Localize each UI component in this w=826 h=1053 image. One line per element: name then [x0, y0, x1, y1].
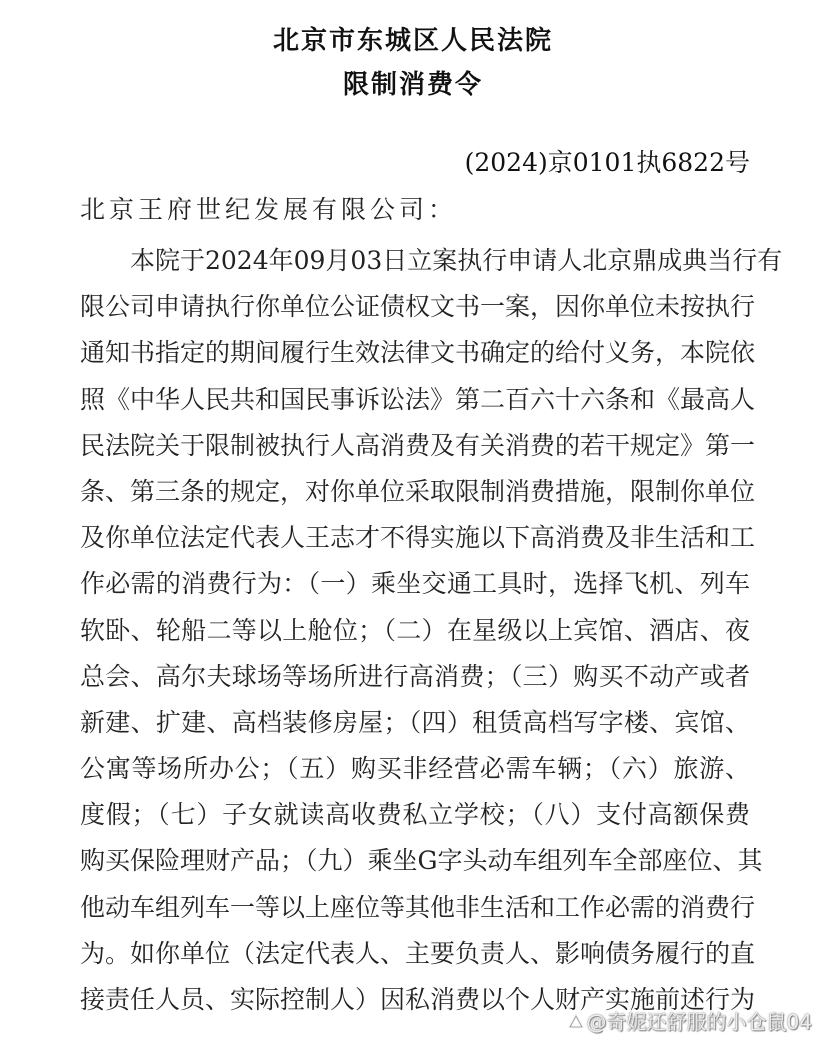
body-line: 公寓等场所办公；（五）购买非经营必需车辆；（六）旅游、	[80, 754, 750, 784]
case-number: (2024)京0101执6822号	[464, 148, 750, 177]
watermark-text: @奇妮还舒服的小仓鼠04	[586, 1010, 812, 1034]
body-line: 本院于2024年09月03日立案执行申请人北京鼎成典当行有	[80, 246, 783, 275]
addressee-line: 北京王府世纪发展有限公司：	[80, 195, 458, 224]
body-line: 为。如你单位（法定代表人、主要负责人、影响债务履行的直	[80, 938, 756, 968]
court-name-heading: 北京市东城区人民法院	[272, 26, 553, 56]
body-line: 照《中华人民共和国民事诉讼法》第二百六十六条和《最高人	[80, 384, 756, 414]
document-type-heading: 限制消费令	[342, 70, 483, 100]
body-line: 软卧、轮船二等以上舱位；（二）在星级以上宾馆、酒店、夜	[80, 615, 750, 645]
body-line: 他动车组列车一等以上座位等其他非生活和工作必需的消费行	[80, 892, 756, 922]
body-line: 接责任人员、实际控制人）因私消费以个人财产实施前述行为	[80, 985, 756, 1014]
watermark	[567, 1006, 812, 1035]
body-line: 条、第三条的规定，对你单位采取限制消费措施，限制你单位	[80, 476, 756, 506]
body-line: 总会、高尔夫球场等场所进行高消费；（三）购买不动产或者	[80, 661, 750, 691]
body-line: 限公司申请执行你单位公证债权文书一案，因你单位未按执行	[80, 292, 756, 322]
body-line: 及你单位法定代表人王志才不得实施以下高消费及非生活和工	[80, 523, 756, 553]
platform-logo-icon	[567, 1012, 585, 1030]
body-line: 购买保险理财产品；（九）乘坐G字头动车组列车全部座位、其	[80, 846, 763, 876]
body-line: 通知书指定的期间履行生效法律文书确定的给付义务，本院依	[80, 338, 756, 368]
body-line: 新建、扩建、高档装修房屋；（四）租赁高档写字楼、宾馆、	[80, 707, 750, 737]
body-line: 民法院关于限制被执行人高消费及有关消费的若干规定》第一	[80, 430, 756, 460]
body-line: 度假；（七）子女就读高收费私立学校；（八）支付高额保费	[80, 800, 750, 830]
body-line: 作必需的消费行为：（一）乘坐交通工具时，选择飞机、列车	[80, 569, 750, 599]
body-paragraph	[80, 238, 783, 1023]
